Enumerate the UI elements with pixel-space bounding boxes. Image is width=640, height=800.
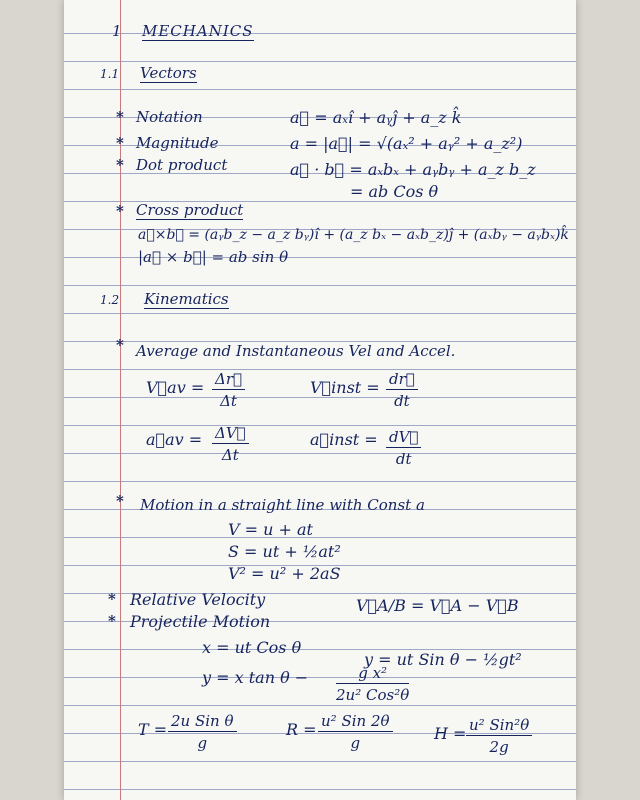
time-of-flight-fraction [168,712,237,752]
trajectory-denominator: 2u² Cos²θ [336,686,410,704]
v-inst-denominator: dt [394,392,410,410]
time-of-flight-lhs: T = [138,720,168,739]
v-inst-lhs: V⃗inst = [310,378,380,397]
v-inst-fraction [386,370,418,410]
equation-of-motion-2: S = ut + ½at² [228,542,341,561]
time-of-flight-numerator: 2u Sin θ [168,712,237,732]
time-of-flight-denominator: g [197,734,208,752]
section-number-kinematics: 1.2 [100,293,120,307]
cross-product-magnitude: |a⃗ × b⃗| = ab sin θ [138,248,289,266]
bullet-star: * [116,156,124,174]
relative-velocity-label: Relative Velocity [130,590,266,609]
magnitude-label: Magnitude [136,134,219,152]
trajectory-fraction [336,664,409,704]
projectile-x-equation: x = ut Cos θ [202,638,302,657]
bullet-star: * [108,590,116,608]
a-inst-lhs: a⃗inst = [310,430,378,449]
v-avg-denominator: Δt [220,392,237,410]
projectile-label: Projectile Motion [130,612,271,631]
max-height-denominator: 2g [489,738,509,756]
a-inst-denominator: dt [395,450,412,468]
a-avg-denominator: Δt [221,446,239,464]
range-fraction [318,712,393,752]
section-number-vectors: 1.1 [100,67,120,81]
cross-product-formula: a⃗×b⃗ = (aᵧb_z − a_z bᵧ)î + (a_z bₓ − aₓb_z)ĵ + (aₓbᵧ − aᵧbₓ)k̂ [138,227,569,243]
v-avg-lhs: V⃗av = [146,378,205,397]
trajectory-numerator: g x² [336,664,409,684]
magnitude-formula: a = |a⃗| = √(aₓ² + aᵧ² + a_z²) [290,134,523,153]
notebook-page [64,0,576,800]
max-height-fraction [466,716,532,756]
section-title-kinematics: Kinematics [144,290,229,308]
bullet-star: * [108,612,116,630]
a-inst-fraction [386,428,421,468]
section-title-vectors: Vectors [140,64,197,82]
max-height-numerator: u² Sin²θ [466,716,532,736]
chapter-title: MECHANICS [142,22,254,40]
avg-inst-label: Average and Instantaneous Vel and Accel. [136,342,456,360]
notation-formula: a⃗ = aₓî + aᵧĵ + a_z k̂ [290,108,462,127]
a-avg-fraction [212,424,249,464]
cross-product-label: Cross product [136,201,244,219]
range-denominator: g [350,734,361,752]
max-height-lhs: H = [434,724,467,743]
bullet-star: * [116,108,124,126]
projectile-y-equation: y = ut Sin θ − ½gt² [364,650,522,669]
a-avg-lhs: a⃗av = [146,430,203,449]
a-inst-numerator: dV⃗ [386,428,421,448]
dot-product-label: Dot product [136,156,228,174]
dot-product-formula: a⃗ · b⃗ = aₓbₓ + aᵧbᵧ + a_z b_z [290,160,536,179]
relative-velocity-formula: V⃗A/B = V⃗A − V⃗B [356,596,519,615]
a-avg-numerator: ΔV⃗ [212,424,249,444]
dot-product-formula-2: = ab Cos θ [350,182,439,201]
bullet-star: * [116,134,124,152]
v-avg-numerator: Δr⃗ [212,370,245,390]
range-lhs: R = [286,720,317,739]
equation-of-motion-3: V² = u² + 2aS [228,564,341,583]
v-avg-fraction [212,370,245,410]
range-numerator: u² Sin 2θ [318,712,393,732]
chapter-number: 1 [112,22,122,40]
bullet-star: * [116,336,124,354]
straight-line-label: Motion in a straight line with Const a [140,496,425,514]
bullet-star: * [116,202,124,220]
notation-label: Notation [136,108,203,126]
equation-of-motion-1: V = u + at [228,520,313,539]
trajectory-lhs: y = x tan θ − [202,668,309,687]
v-inst-numerator: dr⃗ [386,370,418,390]
bullet-star: * [116,492,124,510]
